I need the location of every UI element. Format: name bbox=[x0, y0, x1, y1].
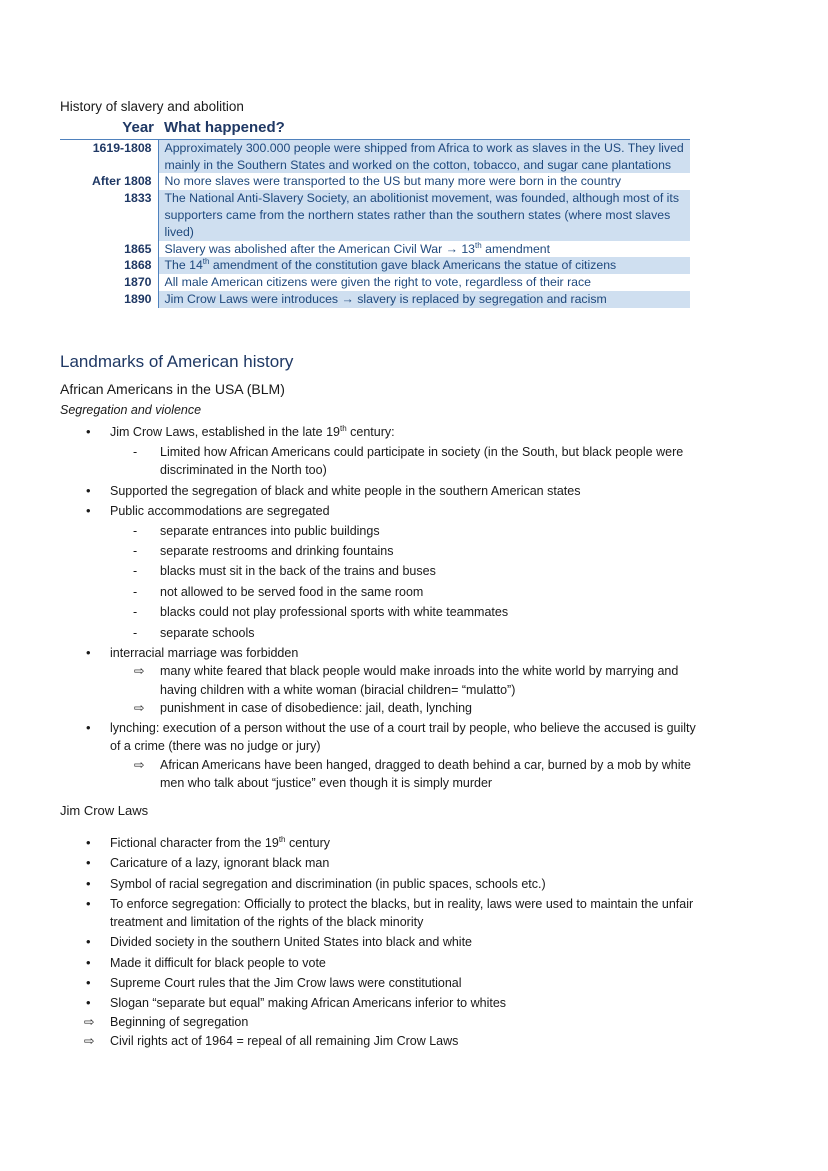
list-item-text: century: bbox=[350, 425, 395, 439]
bullet-icon: • bbox=[86, 955, 91, 970]
bullet-icon: • bbox=[86, 720, 91, 735]
table-cell-year: After 1808 bbox=[60, 173, 158, 190]
arrow-icon: ⇨ bbox=[84, 1015, 95, 1029]
list-item: Supported the segregation of black and white people in the southern American states bbox=[110, 484, 581, 498]
list-item: separate entrances into public buildings bbox=[160, 524, 380, 538]
list-item-continuation: having children with a white woman (biracial children= “mulatto”) bbox=[160, 683, 516, 697]
row-text-part: 13 bbox=[461, 241, 476, 256]
table-cell-year: 1890 bbox=[60, 291, 158, 308]
list-item: Divided society in the southern United States into black and white bbox=[110, 935, 473, 949]
section-heading-landmarks: Landmarks of American history bbox=[60, 352, 294, 371]
table-cell-year: 1865 bbox=[60, 241, 158, 258]
table-row bbox=[60, 257, 690, 274]
dash-icon: - bbox=[133, 626, 138, 640]
arrow-icon: ⇨ bbox=[134, 701, 145, 715]
column-header-year: Year bbox=[60, 118, 158, 139]
table-header-row bbox=[60, 118, 690, 139]
list-item: Slogan “separate but equal” making African Americans inferior to whites bbox=[110, 996, 507, 1010]
list-item: interracial marriage was forbidden bbox=[110, 646, 299, 660]
bullet-icon: • bbox=[86, 424, 91, 439]
dash-icon: - bbox=[133, 605, 138, 619]
bullet-icon: • bbox=[86, 876, 91, 891]
subheading-segregation: Segregation and violence bbox=[60, 403, 202, 417]
list-item-continuation: men who talk about “justice” even though it is simply murder bbox=[160, 776, 493, 790]
list-item: Civil rights act of 1964 = repeal of all remaining Jim Crow Laws bbox=[110, 1034, 459, 1048]
bullet-icon: • bbox=[86, 645, 91, 660]
table-cell-year: 1868 bbox=[60, 257, 158, 274]
list-item: not allowed to be served food in the same room bbox=[160, 585, 424, 599]
list-item bbox=[110, 423, 395, 441]
list-item: punishment in case of disobedience: jail, death, lynching bbox=[160, 701, 473, 715]
row-text-part: Slavery was abolished after the American Civil War bbox=[164, 241, 443, 256]
table-cell-text bbox=[158, 257, 690, 274]
list-item: blacks must sit in the back of the trains and buses bbox=[160, 564, 436, 578]
bullet-icon: • bbox=[86, 995, 91, 1010]
table-cell-text: All male American citizens were given the right to vote, regardless of their race bbox=[158, 274, 690, 291]
list-item bbox=[110, 834, 330, 852]
row-text-part: slavery is replaced by segregation and racism bbox=[357, 291, 607, 306]
list-item: blacks could not play professional sports with white teammates bbox=[160, 605, 509, 619]
bullet-icon: • bbox=[86, 835, 91, 850]
table-cell-text: Approximately 300.000 people were shipped from Africa to work as slaves in the US. They lived mainly in the Southern States and worked on the cotton, tobacco, and sugar cane plantations bbox=[158, 139, 690, 173]
table-row bbox=[60, 173, 690, 190]
superscript: th bbox=[475, 240, 482, 250]
table-cell-text: No more slaves were transported to the US but many more were born in the country bbox=[158, 173, 690, 190]
list-item: Made it difficult for black people to vote bbox=[110, 956, 326, 970]
list-item-continuation: discriminated in the North too) bbox=[160, 463, 327, 477]
row-text-part: Jim Crow Laws were introduces bbox=[164, 291, 339, 306]
bullet-icon: • bbox=[86, 975, 91, 990]
table-cell-text bbox=[158, 291, 690, 308]
arrow-icon: ⇨ bbox=[134, 758, 145, 772]
arrow-icon: ⇨ bbox=[134, 664, 145, 678]
table-row bbox=[60, 241, 690, 258]
page-title: History of slavery and abolition bbox=[60, 99, 244, 114]
list-item: separate schools bbox=[160, 626, 255, 640]
column-header-what: What happened? bbox=[158, 118, 690, 139]
list-item-text: century bbox=[288, 836, 330, 850]
list-item: Public accommodations are segregated bbox=[110, 504, 330, 518]
table-row bbox=[60, 274, 690, 291]
list-item: Symbol of racial segregation and discrimination (in public spaces, schools etc.) bbox=[110, 877, 546, 891]
table-row bbox=[60, 291, 690, 308]
superscript: th bbox=[339, 423, 347, 433]
list-item: many white feared that black people would make inroads into the white world by marrying and bbox=[160, 664, 679, 678]
bullet-icon: • bbox=[86, 934, 91, 949]
table-row bbox=[60, 190, 690, 240]
subheading-jim-crow-laws: Jim Crow Laws bbox=[60, 803, 149, 818]
arrow-icon: → bbox=[341, 291, 354, 306]
bullet-icon: • bbox=[86, 896, 91, 911]
dash-icon: - bbox=[133, 564, 138, 578]
row-text-part: amendment of the constitution gave black Americans the statue of citizens bbox=[212, 258, 617, 273]
list-item: Limited how African Americans could participate in society (in the South, but black people were bbox=[160, 445, 684, 459]
superscript: th bbox=[202, 257, 210, 267]
list-item: Caricature of a lazy, ignorant black man bbox=[110, 856, 330, 870]
table-cell-text: The National Anti-Slavery Society, an abolitionist movement, was founded, although most of its supporters came from the northern states rather than the southern states (where most slaves lived) bbox=[158, 190, 690, 240]
list-item: Beginning of segregation bbox=[110, 1015, 249, 1029]
bullet-icon: • bbox=[86, 483, 91, 498]
list-item: Supreme Court rules that the Jim Crow laws were constitutional bbox=[110, 976, 462, 990]
dash-icon: - bbox=[133, 445, 138, 459]
table-cell-year: 1833 bbox=[60, 190, 158, 240]
bullet-icon: • bbox=[86, 855, 91, 870]
list-item: African Americans have been hanged, dragged to death behind a car, burned by a mob by white bbox=[160, 758, 691, 772]
subheading-blm: African Americans in the USA (BLM) bbox=[60, 381, 285, 397]
table-row bbox=[60, 139, 690, 173]
table-cell-year: 1870 bbox=[60, 274, 158, 291]
arrow-icon: → bbox=[445, 241, 458, 256]
row-text-part: The 14 bbox=[164, 258, 203, 273]
row-text-part: amendment bbox=[485, 241, 551, 256]
table-cell-text bbox=[158, 241, 690, 258]
arrow-icon: ⇨ bbox=[84, 1034, 95, 1048]
bullet-icon: • bbox=[86, 503, 91, 518]
table-cell-year: 1619-1808 bbox=[60, 139, 158, 173]
list-item-text: Jim Crow Laws, established in the late 19 bbox=[110, 425, 340, 439]
list-item-text: Fictional character from the 19 bbox=[110, 836, 279, 850]
history-table bbox=[60, 118, 690, 308]
list-item: lynching: execution of a person without the use of a court trail by people, who believe the accused is guilty bbox=[110, 721, 696, 735]
dash-icon: - bbox=[133, 524, 138, 538]
list-item-continuation: treatment and limitation of the rights of the black minority bbox=[110, 915, 424, 929]
list-item: To enforce segregation: Officially to protect the blacks, but in reality, laws were used to maintain the unfair bbox=[110, 897, 694, 911]
list-item: separate restrooms and drinking fountains bbox=[160, 544, 394, 558]
superscript: th bbox=[278, 834, 286, 844]
dash-icon: - bbox=[133, 585, 138, 599]
list-item-continuation: of a crime (there was no judge or jury) bbox=[110, 739, 321, 753]
dash-icon: - bbox=[133, 544, 138, 558]
